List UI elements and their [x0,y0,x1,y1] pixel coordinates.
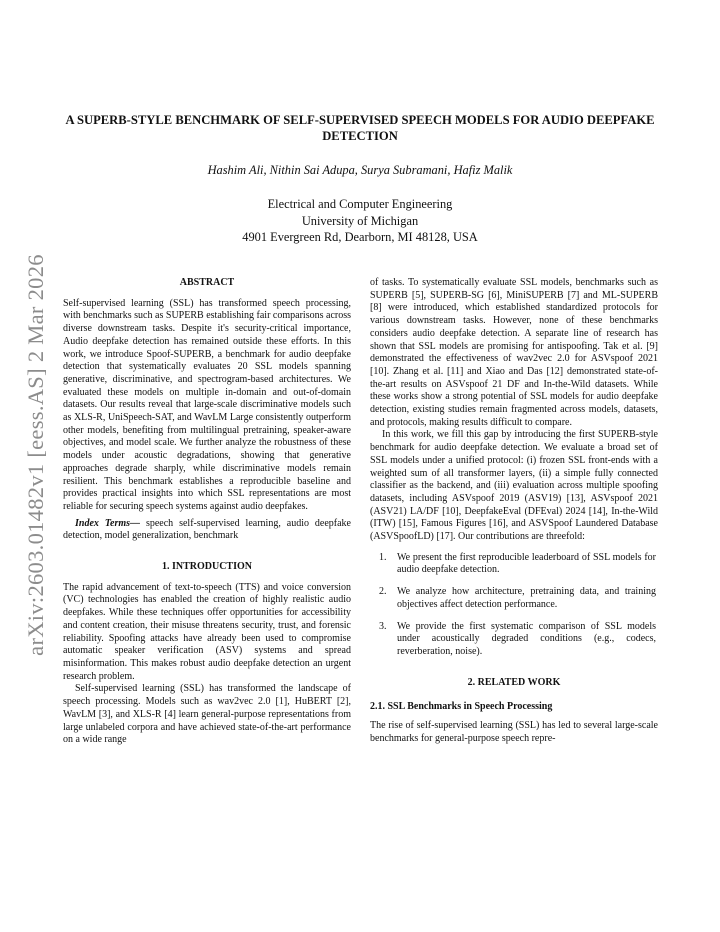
index-terms-label: Index Terms— [75,517,141,529]
list-item-number: 1. [379,551,387,563]
list-item [370,552,658,577]
index-terms-text: speech self-supervised learning, audio deepfake detection, model generalization, benchmark [63,517,351,542]
related-work-heading: 2. RELATED WORK [467,676,561,688]
intro-paragraph-1: The rapid advancement of text-to-speech (TTS) and voice conversion (VC) technologies has enabled the creation of highly realistic audio deepfakes. While these techniques offer opportunities for accessibility and content creation, their misuse threatens security, trust, and forensic reliability. Spoofing attacks have already been used to compromise automatic speaker verification (ASV) systems and spread misinformation. This makes robust audio deepfake detection an urgent research problem. [63,581,351,682]
list-item-number: 2. [379,586,387,598]
intro-heading: 1. INTRODUCTION [161,561,252,573]
intro-paragraph-2: Self-supervised learning (SSL) has transformed the landscape of speech processing. Models such as wav2vec 2.0 [1], HuBERT [2], WavLM [3], and XLS-R [4] learn general-purpose representations from large unlabeled corpora and have achieved state-of-the-art performance on a wide range [63,683,351,746]
affiliation-dept: Electrical and Computer Engineering [267,197,453,211]
abstract-heading: ABSTRACT [179,277,235,288]
paper-title: A SUPERB-STYLE BENCHMARK OF SELF-SUPERVISED SPEECH MODELS FOR AUDIO DEEPFAKE DETECTION [65,113,655,143]
list-item-text: We present the first reproducible leaderboard of SSL models for audio deepfake detection. [397,551,656,576]
list-item-text: We provide the first systematic comparison of SSL models under acoustically degraded conditions (e.g., codecs, reverberation, noise). [397,620,656,657]
list-item-text: We analyze how architecture, pretraining data, and training objectives affect detection performance. [397,586,656,610]
right-column [370,277,658,746]
affiliation [60,196,660,246]
paper-authors: Hashim Ali, Nithin Sai Adupa, Surya Subramani, Hafiz Malik [207,163,513,177]
arxiv-id-text: arXiv:2603.01482v1 [eess.AS] 2 Mar 2026 [23,254,48,656]
intro-paragraph-2-continued: of tasks. To systematically evaluate SSL models, benchmarks such as SUPERB [5], SUPERB-SG [6], MiniSUPERB [7] and ML-SUPERB [8] were introduced, which established standardized protocols for various downstream tasks. However, none of these benchmarks considers audio deepfake detection. A separate line of research has shown that SSL models are promising for antispoofing. Tak et al. [9] demonstrated the effectiveness of wav2vec 2.0 for ASVspoof 2021 [10]. Zhang et al. [11] and Xiao and Das [12] demonstrated state-of-the-art results on ASVspoof 21 DF and In-the-Wild datasets. While these works show a strong potential of SSL models for audio deepfake detection, existing studies remain fragmented across models, datasets, and protocols, making results difficult to compare. [370,277,658,428]
contributions-list [370,552,658,659]
list-item [370,586,658,611]
affiliation-university: University of Michigan [301,213,419,228]
related-work-paragraph: The rise of self-supervised learning (SSL) has led to several large-scale benchmarks for general-purpose speech repre- [370,720,658,744]
arxiv-stamp [18,255,54,655]
list-item-number: 3. [379,620,387,632]
abstract-text: Self-supervised learning (SSL) has transformed speech processing, with benchmarks such as SUPERB establishing fair comparisons across diverse downstream tasks. Despite it's security-critical importance, Audio deepfake detection has remained outside these efforts. In this work, we introduce Spoof-SUPERB, a benchmark for audio deepfake detection that systematically evaluates 20 SSL models spanning generative, discriminative, and spectrogram-based architectures. We evaluated these models on multiple in-domain and out-of-domain datasets. Our results reveal that large-scale discriminative models such as XLS-R, UniSpeech-SAT, and WavLM Large consistently outperform other models, benefiting from multilingual pretraining, speaker-aware objectives, and model scale. We further analyze the robustness of these models under acoustic degradations, showing that generative approaches degrade sharply, while discriminative models remain resilient. This benchmark establishes a reproducible baseline and provides practical insights into which SSL representations are most reliable for securing speech systems against audio deepfakes. [63,297,351,512]
left-column [63,277,351,747]
list-item [370,621,658,659]
affiliation-address: 4901 Evergreen Rd, Dearborn, MI 48128, USA [242,230,478,244]
index-terms [63,518,351,543]
ssl-benchmarks-subheading: 2.1. SSL Benchmarks in Speech Processing [370,701,553,713]
intro-paragraph-3: In this work, we fill this gap by introducing the first SUPERB-style benchmark for audio deepfake detection. We evaluate a broad set of SSL models under a unified protocol: (i) frozen SSL front-ends with a weighted sum of all transformer layers, (ii) a simple fully connected classifier as the backend, and (iii) evaluation across multiple spoofing datasets, including ASVspoof 2019 (ASV19) [13], ASVspoof 2021 (ASV21) LA/DF [10], DeepfakeEval (DFEval) 2024 [14], In-the-Wild (ITW) [15], Famous Figures [16], and ASVSpoof Laundered Database (ASVSpoofLD) [17]. Our contributions are threefold: [370,429,658,543]
